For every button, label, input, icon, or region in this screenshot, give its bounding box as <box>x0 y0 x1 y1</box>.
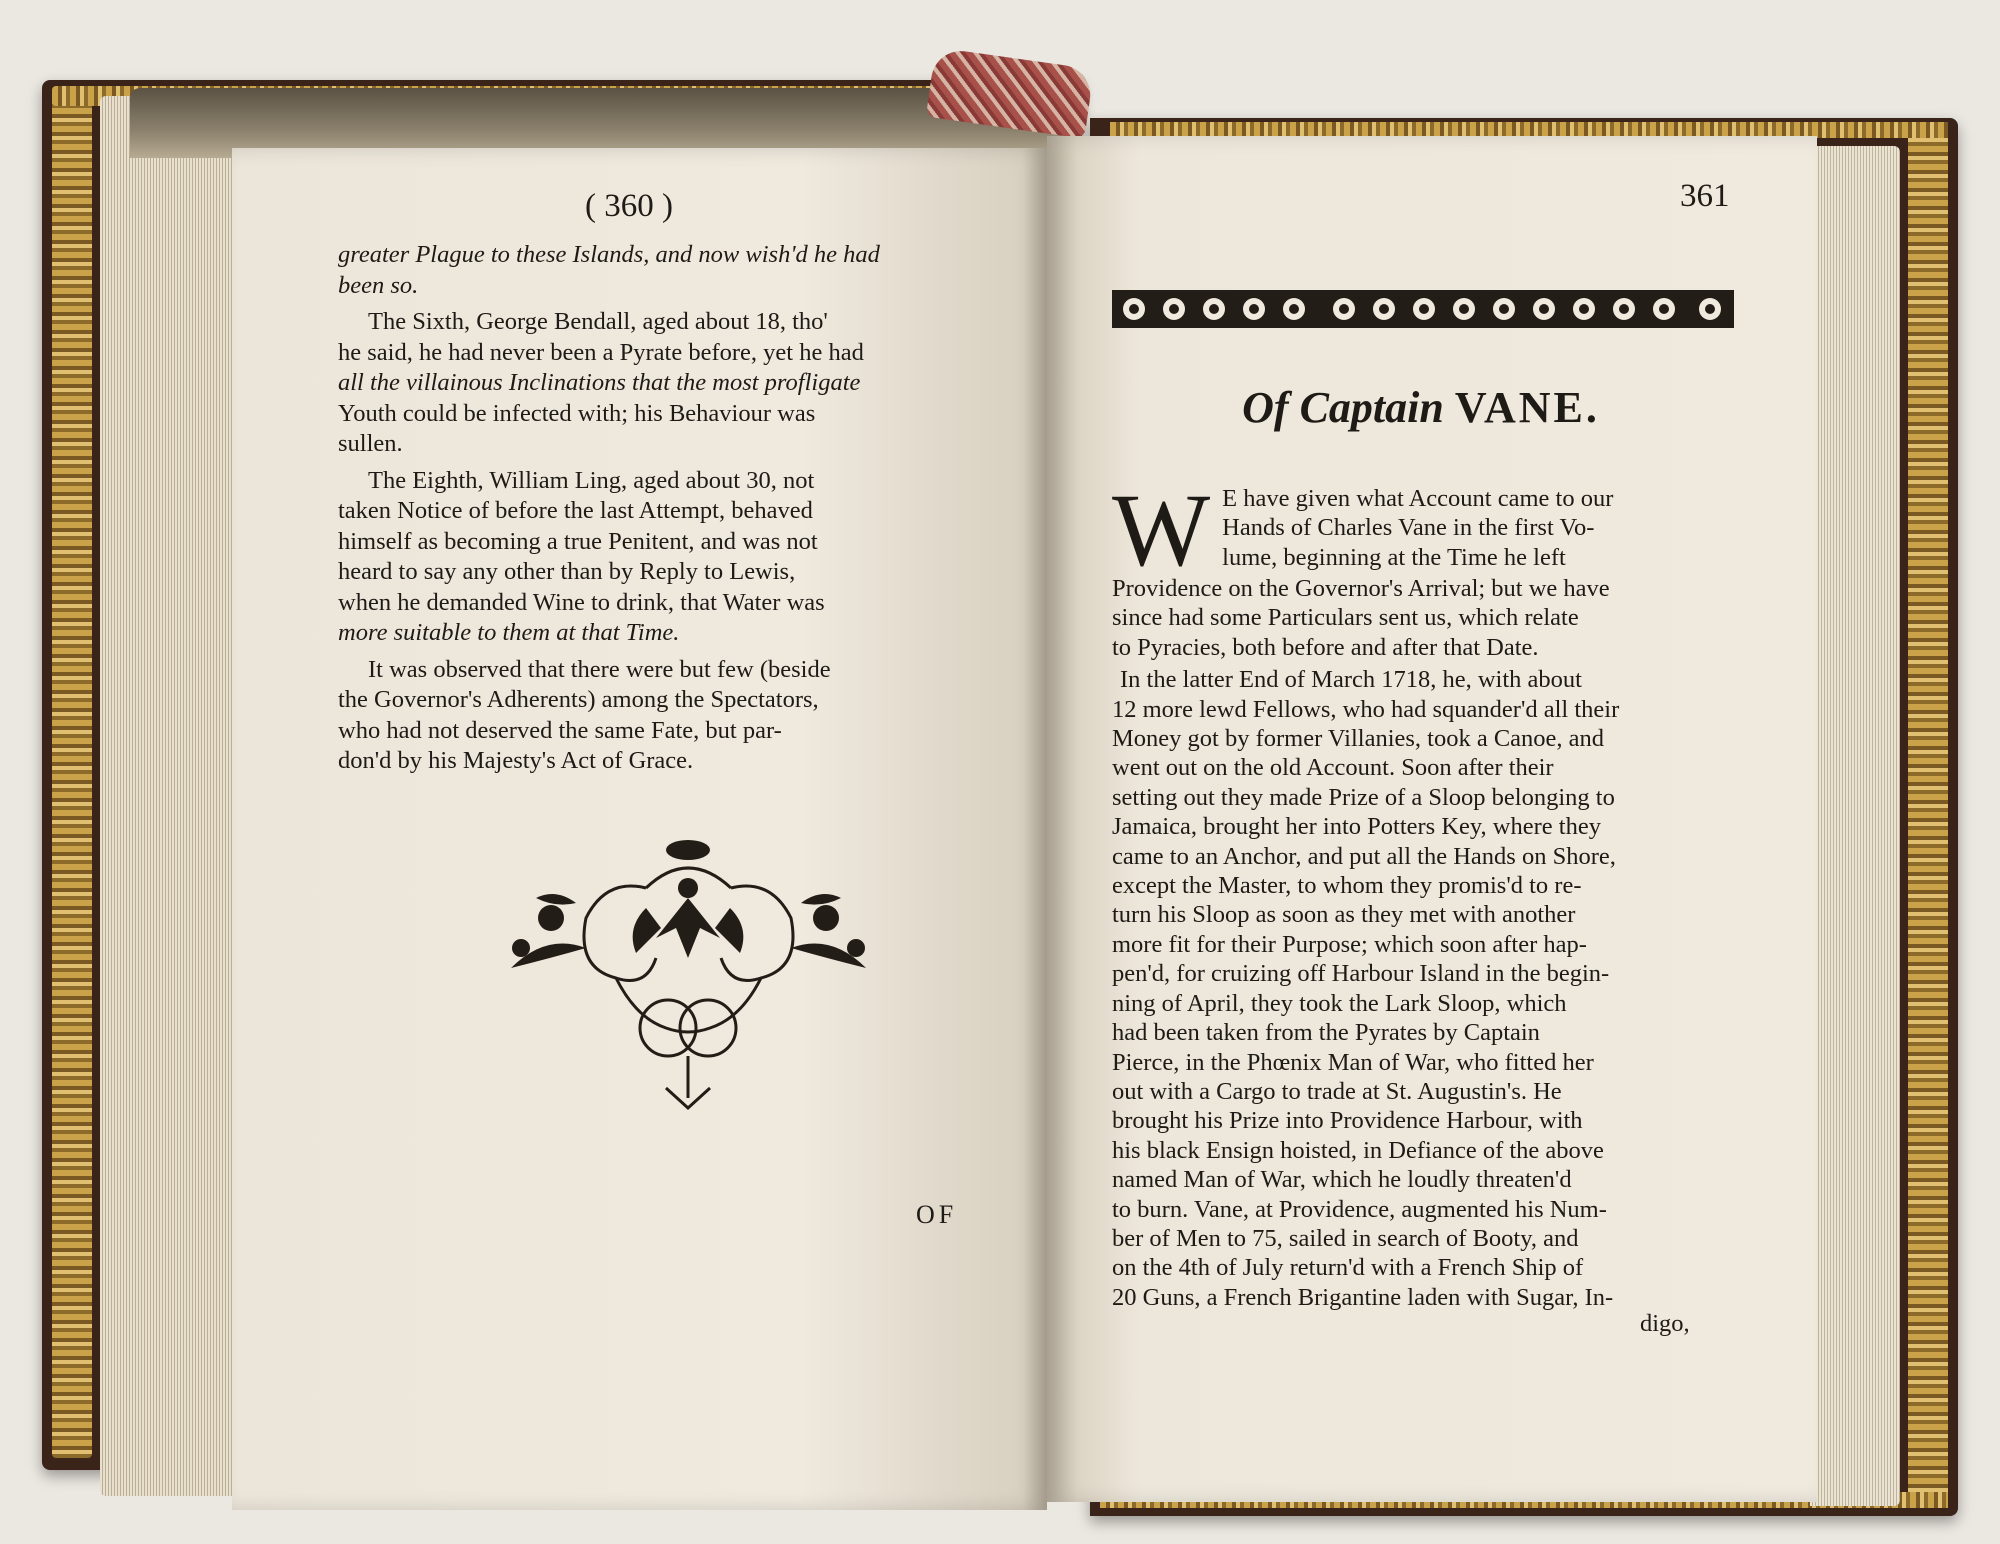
text-line: to burn. Vane, at Providence, augmented his Num- <box>1112 1195 1607 1223</box>
text-line: Youth could be infected with; his Behaviour was <box>338 399 816 427</box>
text-line: setting out they made Prize of a Sloop belonging to <box>1112 783 1615 811</box>
text-line: more fit for their Purpose; which soon after hap- <box>1112 930 1587 958</box>
text-line: heard to say any other than by Reply to Lewis, <box>338 558 796 585</box>
text-line: named Man of War, which he loudly threaten'd <box>1112 1166 1572 1194</box>
text-line: In the latter End of March 1718, he, with about <box>1120 666 1582 694</box>
text-line: sullen. <box>338 430 403 457</box>
text-line: brought his Prize into Providence Harbour, with <box>1112 1107 1583 1135</box>
text-line: Hands of Charles Vane in the first Vo- <box>1222 514 1595 542</box>
text-line: he said, he had never been a Pyrate before, yet he had <box>338 338 864 366</box>
paragraph-4 <box>338 655 966 777</box>
text-line: since had some Particulars sent us, which relate <box>1112 604 1579 632</box>
paragraph-1 <box>338 240 966 301</box>
text-line: greater Plague to these Islands, and now wish'd he had <box>338 241 880 268</box>
text-line: ber of Men to 75, sailed in search of Booty, and <box>1112 1224 1579 1252</box>
paragraph-second <box>1112 665 1734 1312</box>
text-line: more suitable to them at that Time. <box>338 619 680 646</box>
text-line: when he demanded Wine to drink, that Water was <box>338 588 825 616</box>
right-page-body <box>1112 473 1734 1315</box>
catchword-left: OF <box>916 1200 958 1229</box>
text-line: himself as becoming a true Penitent, and was not <box>338 527 818 555</box>
drop-cap: W <box>1112 473 1211 588</box>
gilt-border-right <box>1908 128 1948 1506</box>
text-line: Providence on the Governor's Arrival; but we have <box>1112 575 1610 602</box>
text-line: The Sixth, George Bendall, aged about 18, tho' <box>368 308 828 335</box>
catchword-right: digo, <box>1640 1310 1690 1337</box>
text-line: his black Ensign hoisted, in Defiance of the above <box>1112 1136 1604 1164</box>
chapter-title-prefix: Of Captain <box>1242 383 1444 432</box>
left-page-body <box>338 240 966 783</box>
chapter-title <box>1110 382 1732 433</box>
eagle-ornament-icon <box>496 828 881 1128</box>
page-stack-right <box>1810 146 1900 1506</box>
page-stack-left <box>100 96 240 1496</box>
text-line: out with a Cargo to trade at St. Augustin's. He <box>1112 1077 1562 1105</box>
text-line: E have given what Account came to our <box>1222 485 1614 512</box>
text-line: ning of April, they took the Lark Sloop, which <box>1112 989 1567 1017</box>
text-line: lume, beginning at the Time he left <box>1222 543 1566 571</box>
text-line: turn his Sloop as soon as they met with another <box>1112 901 1576 929</box>
text-line: came to an Anchor, and put all the Hands on Shore, <box>1112 842 1616 870</box>
text-line: on the 4th of July return'd with a French Ship of <box>1112 1254 1584 1282</box>
page-number-right: 361 <box>1680 178 1730 214</box>
text-line: don'd by his Majesty's Act of Grace. <box>338 747 694 774</box>
chapter-title-name: VANE. <box>1454 383 1600 432</box>
text-line: Pierce, in the Phœnix Man of War, who fitted her <box>1112 1048 1594 1076</box>
gilt-border-left <box>52 90 92 1458</box>
text-line: 12 more lewd Fellows, who had squander'd all their <box>1112 695 1620 723</box>
text-line: Jamaica, brought her into Potters Key, where they <box>1112 813 1601 841</box>
paragraph-3 <box>338 466 966 649</box>
text-line: went out on the old Account. Soon after their <box>1112 754 1554 782</box>
text-line: except the Master, to whom they promis'd to re- <box>1112 872 1582 900</box>
paragraph-2 <box>338 307 966 460</box>
text-line: all the villainous Inclinations that the most profligate <box>338 369 861 396</box>
text-line: It was observed that there were but few (beside <box>368 655 831 683</box>
page-number-left: ( 360 ) <box>585 188 673 224</box>
text-line: been so. <box>338 271 419 299</box>
text-line: the Governor's Adherents) among the Spectators, <box>338 686 819 713</box>
text-line: who had not deserved the same Fate, but par- <box>338 716 782 744</box>
text-line: 20 Guns, a French Brigantine laden with Sugar, In- <box>1112 1283 1614 1311</box>
text-line: to Pyracies, both before and after that Date. <box>1112 633 1539 661</box>
text-line: pen'd, for cruizing off Harbour Island in the begin- <box>1112 960 1610 988</box>
text-line: Money got by former Villanies, took a Canoe, and <box>1112 725 1605 753</box>
text-line: had been taken from the Pyrates by Captain <box>1112 1019 1540 1047</box>
paragraph-opening <box>1112 473 1734 662</box>
decorative-headpiece-icon <box>1112 288 1734 330</box>
text-line: The Eighth, William Ling, aged about 30, not <box>368 466 815 494</box>
text-line: taken Notice of before the last Attempt, behaved <box>338 497 813 524</box>
